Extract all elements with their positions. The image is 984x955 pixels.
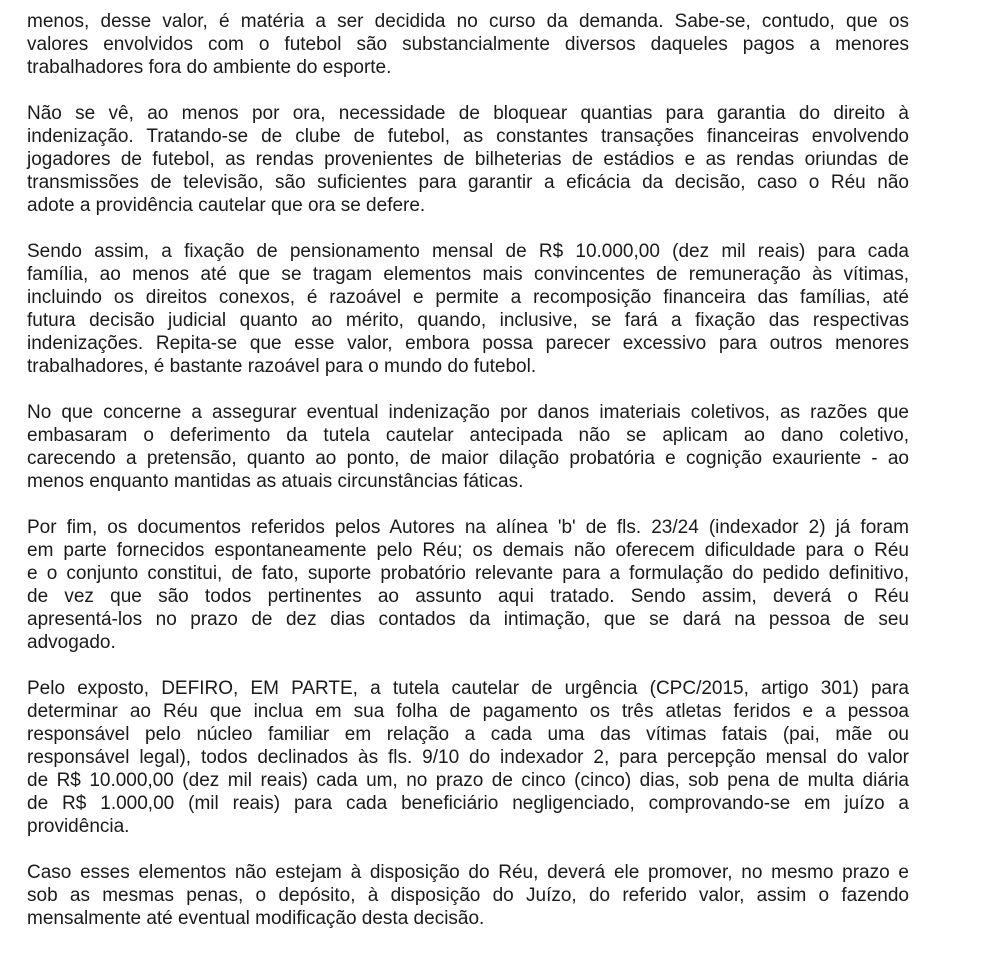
text-line: Não se vê, ao menos por ora, necessidade de bloquear quantias para garantia do direito à <box>27 103 909 124</box>
text-line: menos enquanto mantidas as atuais circunstâncias fáticas. <box>27 471 524 492</box>
text-line: mensalmente até eventual modificação desta decisão. <box>27 908 485 929</box>
text-line: em parte fornecidos espontaneamente pelo Réu; os demais não oferecem dificuldade para o Réu <box>27 540 909 561</box>
text-line: transmissões de televisão, são suficientes para garantir a eficácia da decisão, caso o Réu não <box>27 172 909 193</box>
text-line: e o conjunto constitui, de fato, suporte probatório relevante para a formulação do pedido definitivo, <box>27 563 909 584</box>
paragraph <box>27 516 909 654</box>
text-line: Por fim, os documentos referidos pelos Autores na alínea 'b' de fls. 23/24 (indexador 2) já foram <box>27 517 909 538</box>
paragraph <box>27 240 909 378</box>
paragraph <box>27 861 909 930</box>
text-line: indenizações. Repita-se que esse valor, embora possa parecer excessivo para outros menores <box>27 333 909 354</box>
text-line: de vez que são todos pertinentes ao assunto aqui tratado. Sendo assim, deverá o Réu <box>27 586 909 607</box>
text-line: responsável pelo núcleo familiar em relação a cada uma das vítimas fatais (pai, mãe ou <box>27 724 909 745</box>
text-line: sob as mesmas penas, o depósito, à disposição do Juízo, do referido valor, assim o fazendo <box>27 885 909 906</box>
text-line: incluindo os direitos conexos, é razoável e permite a recomposição financeira das famílias, até <box>27 287 909 308</box>
paragraph <box>27 677 909 838</box>
text-line: No que concerne a assegurar eventual indenização por danos imateriais coletivos, as razões que <box>27 402 909 423</box>
text-line: jogadores de futebol, as rendas provenientes de bilheterias de estádios e as rendas oriundas de <box>27 149 909 170</box>
text-line: de R$ 10.000,00 (dez mil reais) cada um, no prazo de cinco (cinco) dias, sob pena de multa diária <box>27 770 909 791</box>
paragraph <box>27 10 909 79</box>
text-line: apresentá-los no prazo de dez dias contados da intimação, que se dará na pessoa de seu <box>27 609 909 630</box>
text-line: embasaram o deferimento da tutela cautelar antecipada não se aplicam ao dano coletivo, <box>27 425 909 446</box>
text-line: de R$ 1.000,00 (mil reais) para cada beneficiário negligenciado, comprovando-se em juízo a <box>27 793 909 814</box>
text-line: menos, desse valor, é matéria a ser decidida no curso da demanda. Sabe-se, contudo, que os <box>27 11 909 32</box>
text-line: indenização. Tratando-se de clube de futebol, as constantes transações financeiras envolvendo <box>27 126 909 147</box>
text-line: Sendo assim, a fixação de pensionamento mensal de R$ 10.000,00 (dez mil reais) para cada <box>27 241 909 262</box>
text-line: valores envolvidos com o futebol são substancialmente diversos daqueles pagos a menores <box>27 34 909 55</box>
text-line: trabalhadores, é bastante razoável para o mundo do futebol. <box>27 356 537 377</box>
text-line: Pelo exposto, DEFIRO, EM PARTE, a tutela cautelar de urgência (CPC/2015, artigo 301) para <box>27 678 909 699</box>
document-body <box>27 10 909 953</box>
text-line: providência. <box>27 816 130 837</box>
text-line: adote a providência cautelar que ora se defere. <box>27 195 426 216</box>
text-line: família, ao menos até que se tragam elementos mais convincentes de remuneração às vítimas, <box>27 264 909 285</box>
text-line: futura decisão judicial quanto ao mérito, quando, inclusive, se fará a fixação das respectivas <box>27 310 909 331</box>
text-line: Caso esses elementos não estejam à disposição do Réu, deverá ele promover, no mesmo prazo e <box>27 862 909 883</box>
paragraph <box>27 401 909 493</box>
text-line: carecendo a pretensão, quanto ao ponto, de maior dilação probatória e cognição exauriente - ao <box>27 448 909 469</box>
text-line: responsável legal), todos declinados às fls. 9/10 do indexador 2, para percepção mensal do valor <box>27 747 909 768</box>
paragraph <box>27 102 909 217</box>
text-line: advogado. <box>27 632 116 653</box>
text-line: determinar ao Réu que inclua em sua folha de pagamento os três atletas feridos e a pessoa <box>27 701 909 722</box>
text-line: trabalhadores fora do ambiente do esporte. <box>27 57 392 78</box>
